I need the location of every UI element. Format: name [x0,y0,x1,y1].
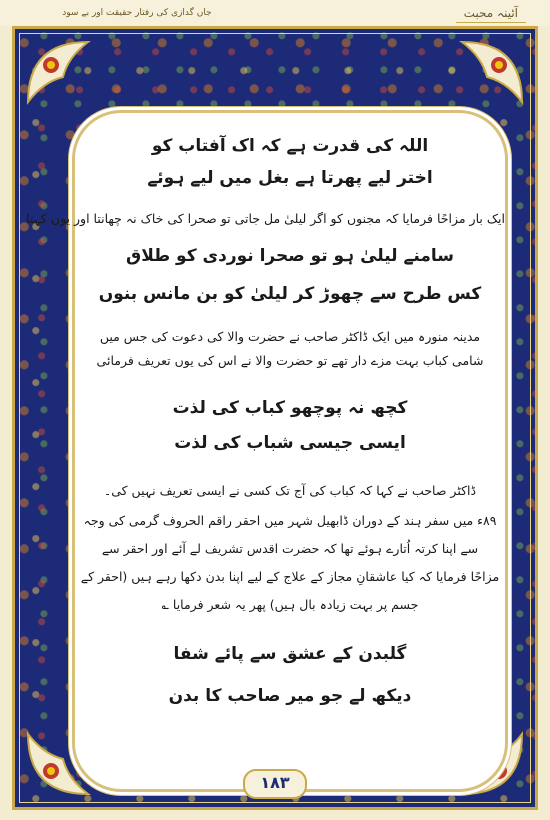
corner-ornament-icon [23,37,93,107]
verse-line: کچھ نہ پوچھو کباب کی لذت [172,398,408,418]
verse-line: گلبدن کے عشق سے پائے شفا [173,644,407,664]
verse-line: اختر لیے پھرتا ہے بغل میں لیے ہوئے [147,168,433,188]
verse-line: سامنے لیلیٰ ہو تو صحرا نوردی کو طلاق [126,246,454,266]
prose-line: مزاحًا فرمایا کہ کیا عاشقانِ مجاز کے علاج کے لیے اپنا بدن دکھا رہے ہیں (احقر کے [80,569,500,584]
verse-line: کس طرح سے چھوڑ کر لیلیٰ کو بن مانس بنوں [98,284,482,304]
verse-line: اللہ کی قدرت ہے کہ اک آفتاب کو [151,136,429,156]
prose-line: ایک بار مزاحًا فرمایا کہ مجنوں کو اگر لیلیٰ مل جاتی تو صحرا کی خاک نہ چھانتا اور یوں کہتا [26,211,505,226]
corner-ornament-icon [457,37,527,107]
ornamental-frame [12,26,538,810]
book-title: آئینہ محبت [456,6,526,23]
text-panel [26,113,505,789]
prose-line: جسم پر بہت زیادہ بال ہیں) پھر یہ شعر فرمایا ؎ [161,597,419,612]
verse-line: ایسی جیسی شباب کی لذت [174,433,406,453]
prose-line: شامی کباب بہت مزے دار تھے تو حضرت والا نے اس کی یوں تعریف فرمائی [96,353,484,368]
prose-line: مدینہ منورہ میں ایک ڈاکٹر صاحب نے حضرت والا کی دعوت کی جس میں [99,329,481,344]
header-caption: جاں گدازی کی رفتار حقیقت اور بے سود [62,8,212,18]
verse-line: دیکھ لے جو میر صاحب کا بدن [168,686,412,706]
prose-line: ڈاکٹر صاحب نے کہا کہ کباب کی آج تک کسی نے ایسی تعریف نہیں کی۔ [103,483,477,498]
prose-line: سے اپنا کرتہ اُتارے ہوئے تھا کہ حضرت اقدس تشریف لے آئے اور احقر سے [101,541,479,556]
page-number: ۱۸۳ [243,769,307,799]
prose-line: ۸۹ء میں سفر ہند کے دوران ڈابھیل شہر میں احقر راقم الحروف گرمی کی وجہ [83,513,497,528]
